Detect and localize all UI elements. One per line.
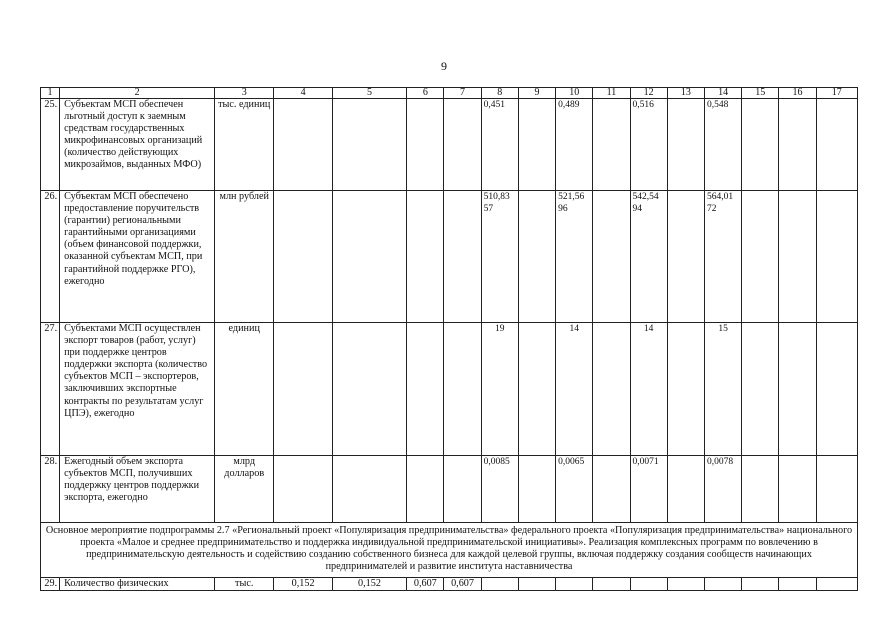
row-number: 26.: [41, 191, 60, 323]
header-cell: 16: [779, 88, 816, 99]
value-col14: 564,01 72: [704, 191, 741, 323]
table-row: [41, 191, 858, 323]
indicator-description: Ежегодный объем экспорта субъектов МСП, получивших поддержку центров поддержки экспорта, ежегодно: [60, 456, 215, 523]
value-col8: 19: [481, 323, 518, 456]
header-cell: 1: [41, 88, 60, 99]
value-col10: 0,489: [556, 99, 593, 191]
value-col7: 0,607: [444, 578, 481, 591]
header-cell: 15: [742, 88, 779, 99]
indicator-description: Субъектами МСП осуществлен экспорт товаров (работ, услуг) при поддержке центров поддержки экспорта (количество субъектов МСП – экспортеров, заключивших экспортные контракты по результатам услуг ЦПЭ), ежегодно: [60, 323, 215, 456]
header-cell: 10: [556, 88, 593, 99]
table-row: [41, 578, 858, 591]
value-col10: 14: [556, 323, 593, 456]
value-col12: 0,516: [630, 99, 667, 191]
table-row: [41, 99, 858, 191]
header-cell: 13: [667, 88, 704, 99]
header-cell: 17: [816, 88, 857, 99]
value-col14: 15: [704, 323, 741, 456]
row-number: 25.: [41, 99, 60, 191]
header-cell: 5: [332, 88, 406, 99]
value-col12: 0,0071: [630, 456, 667, 523]
header-cell: 7: [444, 88, 481, 99]
row-number: 27.: [41, 323, 60, 456]
value-col10: 0,0065: [556, 456, 593, 523]
unit-cell: млрд долларов: [215, 456, 274, 523]
unit-cell: тыс.: [215, 578, 274, 591]
header-cell: 3: [215, 88, 274, 99]
header-cell: 4: [274, 88, 332, 99]
unit-cell: тыс. единиц: [215, 99, 274, 191]
indicator-description: Количество физических: [60, 578, 215, 591]
table-row: [41, 456, 858, 523]
indicator-description: Субъектам МСП обеспечено предоставление поручительств (гарантии) региональными гарантийными организациями (объем финансовой поддержки, оказанной субъектам МСП, при гарантийной поддержке РГО), ежегодно: [60, 191, 215, 323]
header-cell: 8: [481, 88, 518, 99]
row-number: 28.: [41, 456, 60, 523]
indicator-description: Субъектам МСП обеспечен льготный доступ к заемным средствам государственных микрофинансовых организаций (количество действующих микрозаймов, выданных МФО): [60, 99, 215, 191]
value-col8: 0,0085: [481, 456, 518, 523]
value-col14: 0,0078: [704, 456, 741, 523]
table-row: [41, 323, 858, 456]
value-col12: 542,54 94: [630, 191, 667, 323]
value-col6: 0,607: [407, 578, 444, 591]
header-row: [41, 88, 858, 99]
header-cell: 12: [630, 88, 667, 99]
value-col10: 521,56 96: [556, 191, 593, 323]
value-col8: 0,451: [481, 99, 518, 191]
unit-cell: млн рублей: [215, 191, 274, 323]
value-col8: 510,83 57: [481, 191, 518, 323]
header-cell: 14: [704, 88, 741, 99]
header-cell: 9: [518, 88, 555, 99]
value-col14: 0,548: [704, 99, 741, 191]
header-cell: 11: [593, 88, 630, 99]
page-number: 9: [441, 59, 447, 73]
value-col12: 14: [630, 323, 667, 456]
section-heading: Основное мероприятие подпрограммы 2.7 «Региональный проект «Популяризация предпринимательства» федерального проекта «Популяризация предпринимательства» национального проекта «Малое и среднее предпринимательство и поддержка индивидуальной предпринимательской инициативы». Реализация комплексных программ по вовлечению в предпринимательскую деятельность и содействию созданию собственного бизнеса для каждой целевой группы, включая поддержку создания сообществ начинающих предпринимателей и развитие института наставничества: [41, 523, 858, 578]
value-col5: 0,152: [332, 578, 406, 591]
value-col4: 0,152: [274, 578, 332, 591]
section-row: [41, 523, 858, 578]
unit-cell: единиц: [215, 323, 274, 456]
header-cell: 6: [407, 88, 444, 99]
header-cell: 2: [60, 88, 215, 99]
row-number: 29.: [41, 578, 60, 591]
indicators-table: [40, 87, 858, 591]
